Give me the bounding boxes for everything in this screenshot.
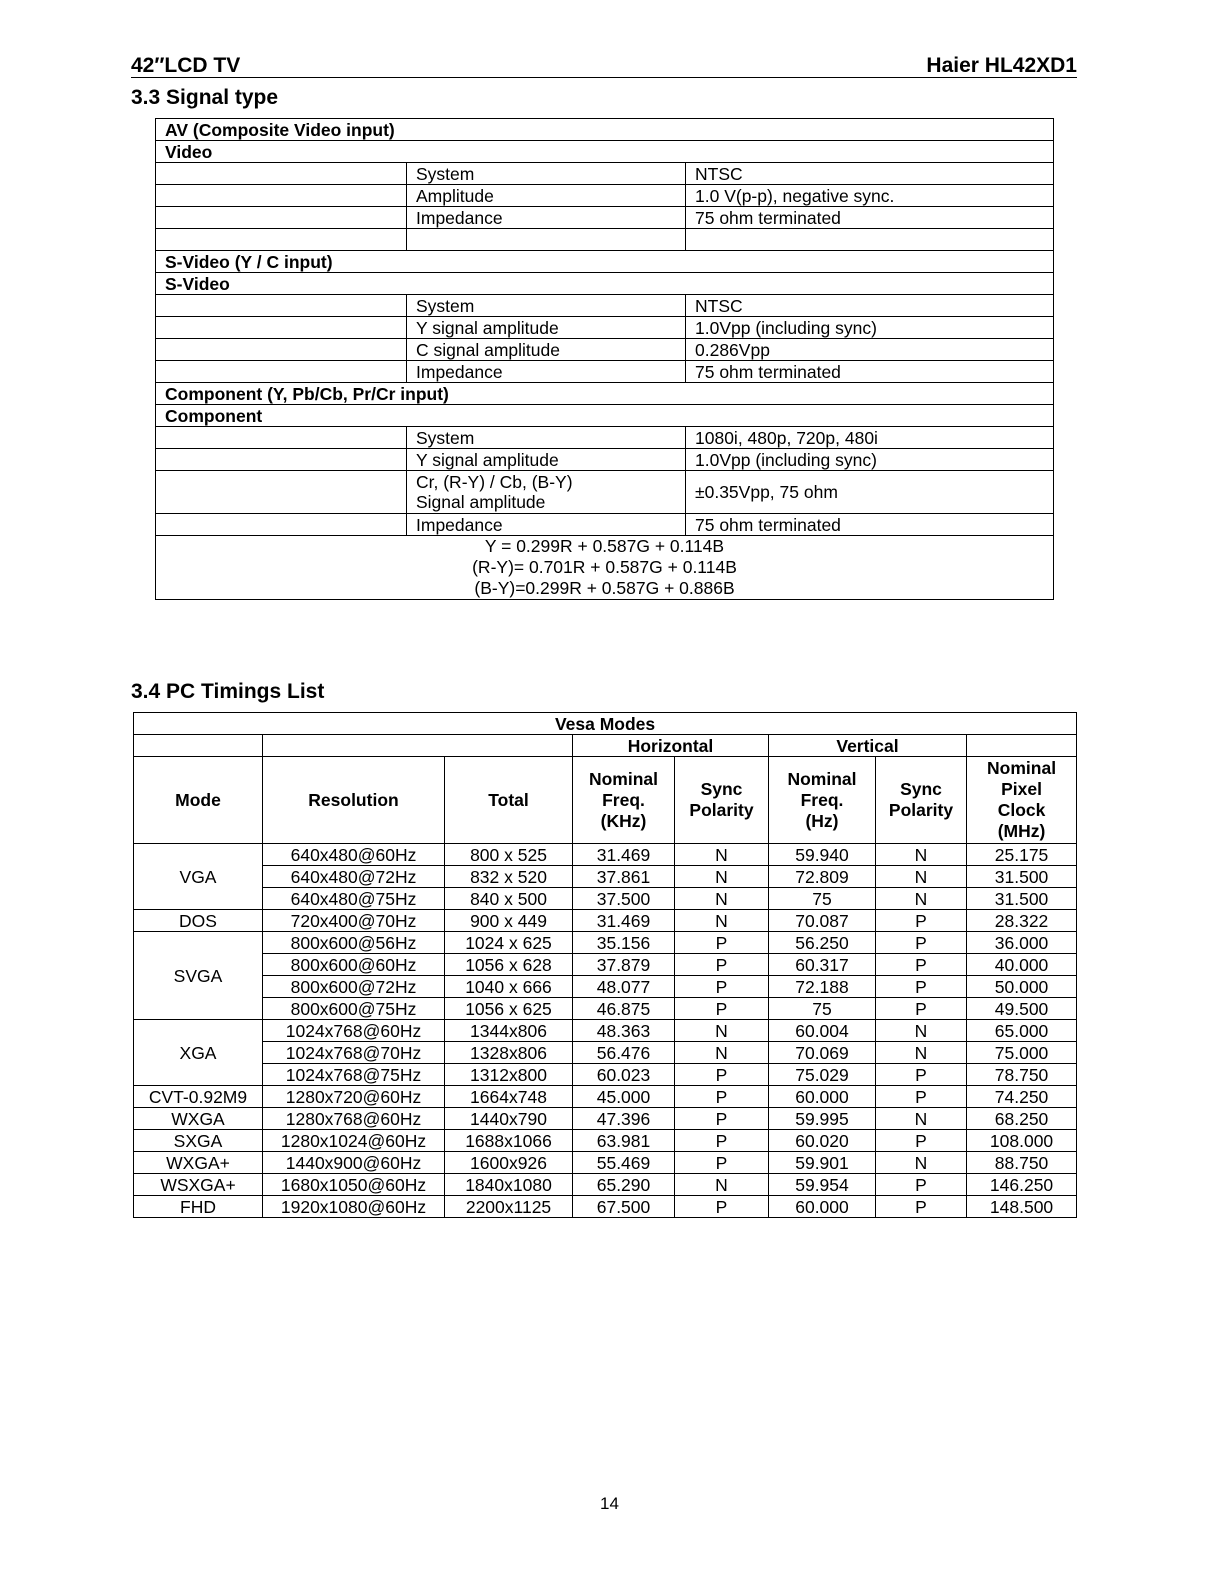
param-value: 75 ohm terminated	[686, 514, 1054, 536]
table-cell: 31.469	[573, 844, 675, 866]
table-cell: 800x600@72Hz	[263, 976, 445, 998]
table-cell: P	[876, 1174, 967, 1196]
table-cell: 800x600@56Hz	[263, 932, 445, 954]
av-heading: AV (Composite Video input)	[156, 119, 1054, 141]
table-row	[134, 888, 1077, 910]
table-cell: P	[876, 910, 967, 932]
page-number: 14	[600, 1494, 619, 1513]
table-cell: 1056 x 628	[445, 954, 573, 976]
mode-cell: FHD	[134, 1196, 263, 1218]
table-row	[134, 1086, 1077, 1108]
conversion-formulas	[156, 536, 1054, 600]
table-cell: N	[675, 1174, 769, 1196]
table-cell: 31.469	[573, 910, 675, 932]
table-cell: 640x480@72Hz	[263, 866, 445, 888]
table-cell: 1024x768@70Hz	[263, 1042, 445, 1064]
header-product: 42″LCD TV	[131, 54, 241, 77]
table-cell: 55.469	[573, 1152, 675, 1174]
table-row	[134, 1064, 1077, 1086]
table-cell: 1040 x 666	[445, 976, 573, 998]
table-cell: 65.290	[573, 1174, 675, 1196]
table-cell: 68.250	[967, 1108, 1077, 1130]
table-row	[156, 514, 1054, 536]
table-cell: P	[675, 932, 769, 954]
col-pixel-clock: Nominal Pixel Clock (MHz)	[967, 757, 1077, 844]
table-cell: 148.500	[967, 1196, 1077, 1218]
table-cell: 67.500	[573, 1196, 675, 1218]
table-cell: 832 x 520	[445, 866, 573, 888]
table-row	[134, 866, 1077, 888]
formula-b-y: (B-Y)=0.299R + 0.587G + 0.886B	[474, 578, 735, 598]
svideo-subheading: S-Video	[156, 273, 1054, 295]
svideo-heading: S-Video (Y / C input)	[156, 251, 1054, 273]
table-cell: N	[675, 844, 769, 866]
table-cell: 1328x806	[445, 1042, 573, 1064]
table-cell: N	[876, 844, 967, 866]
table-cell: 40.000	[967, 954, 1077, 976]
table-row	[156, 471, 1054, 514]
table-cell: 1024x768@75Hz	[263, 1064, 445, 1086]
section-title-signal-type: 3.3 Signal type	[131, 86, 279, 109]
vertical-heading: Vertical	[769, 735, 967, 757]
table-cell: 1280x720@60Hz	[263, 1086, 445, 1108]
table-cell: 56.476	[573, 1042, 675, 1064]
param-value: 1.0Vpp (including sync)	[686, 449, 1054, 471]
col-mode: Mode	[134, 757, 263, 844]
param-value: 1.0 V(p-p), negative sync.	[686, 185, 1054, 207]
table-cell: 1840x1080	[445, 1174, 573, 1196]
table-cell: P	[876, 1196, 967, 1218]
mode-cell: WXGA	[134, 1108, 263, 1130]
table-cell: N	[876, 866, 967, 888]
table-cell: 46.875	[573, 998, 675, 1020]
table-row	[156, 295, 1054, 317]
table-cell: 60.020	[769, 1130, 876, 1152]
table-cell: 63.981	[573, 1130, 675, 1152]
table-cell: 37.500	[573, 888, 675, 910]
table-row	[134, 976, 1077, 998]
section-title-pc-timings: 3.4 PC Timings List	[131, 680, 325, 703]
table-cell: N	[876, 1042, 967, 1064]
empty-row	[156, 229, 1054, 251]
table-cell: N	[876, 888, 967, 910]
param-label: Impedance	[407, 207, 686, 229]
vesa-modes-heading: Vesa Modes	[134, 713, 1077, 735]
signal-type-table	[155, 118, 1054, 600]
table-cell: N	[876, 1108, 967, 1130]
table-row	[134, 954, 1077, 976]
table-cell: N	[675, 910, 769, 932]
table-cell: 1312x800	[445, 1064, 573, 1086]
table-cell: N	[675, 1042, 769, 1064]
table-cell: 59.940	[769, 844, 876, 866]
formula-y: Y = 0.299R + 0.587G + 0.114B	[484, 536, 725, 556]
table-cell: 75.000	[967, 1042, 1077, 1064]
table-cell: 31.500	[967, 888, 1077, 910]
table-cell: P	[675, 954, 769, 976]
table-cell: 1344x806	[445, 1020, 573, 1042]
table-row	[134, 1020, 1077, 1042]
column-headers	[134, 757, 1077, 844]
param-value: NTSC	[686, 163, 1054, 185]
pc-timings-table	[133, 712, 1077, 1218]
table-cell: P	[675, 1196, 769, 1218]
table-cell: 1440x790	[445, 1108, 573, 1130]
col-resolution: Resolution	[263, 757, 445, 844]
table-cell: 1280x768@60Hz	[263, 1108, 445, 1130]
table-row	[134, 1108, 1077, 1130]
table-cell: 75.029	[769, 1064, 876, 1086]
col-total: Total	[445, 757, 573, 844]
param-label: C signal amplitude	[407, 339, 686, 361]
formula-r-y: (R-Y)= 0.701R + 0.587G + 0.114B	[472, 557, 737, 577]
table-cell: 75	[769, 998, 876, 1020]
table-cell: 800x600@75Hz	[263, 998, 445, 1020]
table-row	[134, 1130, 1077, 1152]
param-value: 1080i, 480p, 720p, 480i	[686, 427, 1054, 449]
table-row	[156, 163, 1054, 185]
table-row	[156, 185, 1054, 207]
table-cell: 108.000	[967, 1130, 1077, 1152]
table-cell: 1024x768@60Hz	[263, 1020, 445, 1042]
component-heading: Component (Y, Pb/Cb, Pr/Cr input)	[156, 383, 1054, 405]
table-cell: 72.809	[769, 866, 876, 888]
mode-cell: SXGA	[134, 1130, 263, 1152]
table-cell: 1680x1050@60Hz	[263, 1174, 445, 1196]
table-cell: 800x600@60Hz	[263, 954, 445, 976]
table-cell: N	[876, 1020, 967, 1042]
table-cell: 48.363	[573, 1020, 675, 1042]
mode-cell: VGA	[134, 844, 263, 910]
table-cell: 88.750	[967, 1152, 1077, 1174]
table-cell: 50.000	[967, 976, 1077, 998]
param-value: 1.0Vpp (including sync)	[686, 317, 1054, 339]
table-cell: 1920x1080@60Hz	[263, 1196, 445, 1218]
table-row	[134, 1042, 1077, 1064]
table-cell: 78.750	[967, 1064, 1077, 1086]
table-cell: 59.901	[769, 1152, 876, 1174]
table-row	[156, 339, 1054, 361]
col-h-sync: Sync Polarity	[675, 757, 769, 844]
param-value: 75 ohm terminated	[686, 207, 1054, 229]
table-cell: 60.004	[769, 1020, 876, 1042]
table-row	[134, 1174, 1077, 1196]
table-row	[156, 317, 1054, 339]
table-cell: P	[675, 1064, 769, 1086]
component-subheading: Component	[156, 405, 1054, 427]
table-row	[156, 207, 1054, 229]
col-v-sync: Sync Polarity	[876, 757, 967, 844]
page-header	[131, 52, 1077, 78]
table-cell: 74.250	[967, 1086, 1077, 1108]
table-cell: 720x400@70Hz	[263, 910, 445, 932]
mode-cell: WSXGA+	[134, 1174, 263, 1196]
table-cell: 60.317	[769, 954, 876, 976]
table-cell: 65.000	[967, 1020, 1077, 1042]
table-cell: 60.000	[769, 1086, 876, 1108]
table-cell: N	[675, 866, 769, 888]
table-cell: 31.500	[967, 866, 1077, 888]
table-cell: N	[675, 1020, 769, 1042]
table-cell: N	[675, 888, 769, 910]
param-label: System	[407, 163, 686, 185]
table-row	[134, 998, 1077, 1020]
mode-cell: SVGA	[134, 932, 263, 1020]
table-cell: 48.077	[573, 976, 675, 998]
table-cell: 28.322	[967, 910, 1077, 932]
table-cell: 800 x 525	[445, 844, 573, 866]
table-cell: 36.000	[967, 932, 1077, 954]
av-subheading: Video	[156, 141, 1054, 163]
header-model: Haier HL42XD1	[926, 54, 1077, 77]
table-cell: 1600x926	[445, 1152, 573, 1174]
table-cell: P	[675, 1152, 769, 1174]
table-cell: 72.188	[769, 976, 876, 998]
table-cell: 35.156	[573, 932, 675, 954]
table-cell: 59.954	[769, 1174, 876, 1196]
table-cell: P	[675, 976, 769, 998]
mode-cell: WXGA+	[134, 1152, 263, 1174]
table-cell: 146.250	[967, 1174, 1077, 1196]
table-cell: 640x480@60Hz	[263, 844, 445, 866]
table-row	[156, 427, 1054, 449]
table-cell: 60.023	[573, 1064, 675, 1086]
mode-cell: XGA	[134, 1020, 263, 1086]
param-value: NTSC	[686, 295, 1054, 317]
table-cell: 900 x 449	[445, 910, 573, 932]
table-cell: 640x480@75Hz	[263, 888, 445, 910]
table-cell: 45.000	[573, 1086, 675, 1108]
param-label: Impedance	[407, 361, 686, 383]
table-cell: P	[876, 1130, 967, 1152]
table-cell: 2200x1125	[445, 1196, 573, 1218]
table-cell: 1024 x 625	[445, 932, 573, 954]
table-cell: P	[675, 998, 769, 1020]
table-cell: 56.250	[769, 932, 876, 954]
table-row	[156, 361, 1054, 383]
table-cell: 1280x1024@60Hz	[263, 1130, 445, 1152]
col-h-freq: Nominal Freq. (KHz)	[573, 757, 675, 844]
table-cell: P	[876, 976, 967, 998]
table-cell: 75	[769, 888, 876, 910]
table-row	[134, 932, 1077, 954]
table-cell: P	[675, 1108, 769, 1130]
table-cell: P	[876, 932, 967, 954]
param-label: Amplitude	[407, 185, 686, 207]
table-cell: 840 x 500	[445, 888, 573, 910]
table-row	[134, 844, 1077, 866]
param-value: 75 ohm terminated	[686, 361, 1054, 383]
table-cell: P	[876, 1086, 967, 1108]
table-cell: 1664x748	[445, 1086, 573, 1108]
table-row	[134, 1196, 1077, 1218]
table-cell: 37.861	[573, 866, 675, 888]
horizontal-heading: Horizontal	[573, 735, 769, 757]
table-cell: P	[675, 1086, 769, 1108]
param-value: ±0.35Vpp, 75 ohm	[686, 471, 1054, 514]
param-label: System	[407, 295, 686, 317]
table-row	[134, 910, 1077, 932]
param-label: Y signal amplitude	[407, 317, 686, 339]
table-cell: 59.995	[769, 1108, 876, 1130]
table-cell: 1440x900@60Hz	[263, 1152, 445, 1174]
table-cell: P	[876, 1064, 967, 1086]
table-cell: 70.087	[769, 910, 876, 932]
param-label: Cr, (R-Y) / Cb, (B-Y) Signal amplitude	[407, 471, 686, 514]
col-v-freq: Nominal Freq. (Hz)	[769, 757, 876, 844]
param-label: Impedance	[407, 514, 686, 536]
table-cell: 1056 x 625	[445, 998, 573, 1020]
param-label: System	[407, 427, 686, 449]
table-row	[156, 449, 1054, 471]
table-cell: P	[876, 998, 967, 1020]
table-cell: N	[876, 1152, 967, 1174]
table-cell: 49.500	[967, 998, 1077, 1020]
table-cell: 70.069	[769, 1042, 876, 1064]
mode-cell: DOS	[134, 910, 263, 932]
table-cell: P	[675, 1130, 769, 1152]
table-cell: 60.000	[769, 1196, 876, 1218]
table-cell: P	[876, 954, 967, 976]
table-cell: 1688x1066	[445, 1130, 573, 1152]
mode-cell: CVT-0.92M9	[134, 1086, 263, 1108]
table-cell: 25.175	[967, 844, 1077, 866]
table-cell: 47.396	[573, 1108, 675, 1130]
param-label: Y signal amplitude	[407, 449, 686, 471]
table-row	[134, 1152, 1077, 1174]
param-value: 0.286Vpp	[686, 339, 1054, 361]
table-cell: 37.879	[573, 954, 675, 976]
